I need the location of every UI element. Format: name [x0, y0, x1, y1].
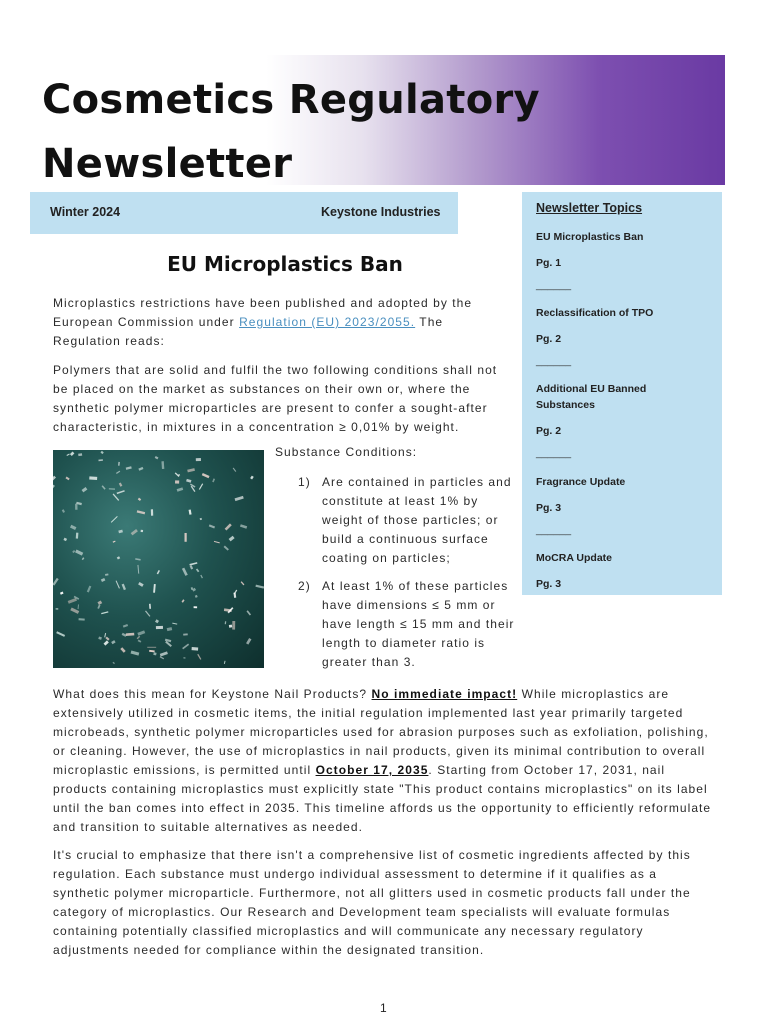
particle	[138, 498, 141, 501]
particle	[225, 523, 232, 530]
particle	[157, 570, 160, 574]
particle	[131, 529, 138, 535]
particle	[189, 510, 192, 515]
particle	[87, 586, 92, 593]
particle	[182, 644, 189, 650]
particle	[137, 630, 145, 635]
particle	[113, 541, 116, 543]
particle	[126, 633, 135, 636]
particle	[175, 480, 179, 483]
particle	[68, 598, 77, 604]
particle	[225, 621, 227, 624]
particle	[155, 619, 159, 623]
particle	[182, 568, 188, 576]
particle	[212, 478, 215, 482]
particle	[235, 496, 244, 501]
condition-number: 1)	[298, 475, 311, 489]
particle	[78, 604, 80, 609]
particle	[79, 618, 85, 620]
particle	[202, 473, 210, 478]
impact-highlight: No immediate impact!	[371, 687, 518, 701]
particle	[72, 550, 75, 553]
particle	[183, 657, 185, 659]
particle	[153, 584, 156, 593]
page-number: 1	[380, 1001, 387, 1015]
particle	[155, 456, 159, 459]
particle	[120, 647, 125, 653]
topic-tpo[interactable]: Reclassification of TPO	[536, 307, 654, 319]
particle	[101, 578, 106, 582]
particle	[190, 483, 195, 487]
particle	[70, 525, 76, 530]
particle	[192, 647, 199, 651]
particle	[116, 471, 120, 474]
particle	[196, 458, 201, 461]
particle	[195, 595, 198, 598]
intro-paragraph: Microplastics restrictions have been published and adopted by the European Commission under Regulation (EU) 2023/2055. The Regulation reads:	[53, 296, 473, 348]
condition-text: Are contained in particles and constitute at least 1% by weight of those particles; or build a continuous surface coating on particles;	[322, 475, 512, 565]
topic-separator: ______	[536, 524, 572, 536]
article-title: EU Microplastics Ban	[167, 252, 403, 276]
particle	[78, 453, 82, 456]
microplastics-photo	[53, 450, 264, 668]
particle	[63, 538, 67, 542]
condition-item	[298, 577, 523, 672]
topics-sidebar	[522, 192, 722, 595]
particle	[62, 509, 65, 513]
conditions-label: Substance Conditions:	[275, 445, 418, 459]
regulation-quote: Polymers that are solid and fulfil the two following conditions shall not be placed on the market as substances on their own or, where the synthetic polymer microparticles are present to confer a sought-after characteristic, in mixtures in a concentration ≥ 0,01% by weight.	[53, 363, 498, 434]
particle	[156, 626, 163, 629]
particle	[149, 650, 155, 652]
particle	[185, 533, 187, 542]
particle	[119, 483, 123, 487]
particle	[190, 565, 194, 569]
particle	[109, 488, 115, 489]
particle	[65, 476, 69, 480]
topic-fragrance[interactable]: Fragrance Update	[536, 476, 626, 488]
condition-number: 2)	[298, 579, 311, 593]
particle	[233, 592, 236, 597]
particle	[209, 524, 215, 528]
particle	[232, 621, 235, 630]
particle	[250, 476, 254, 480]
particle	[246, 638, 251, 645]
particle	[104, 640, 109, 645]
particle	[70, 451, 75, 456]
particle	[165, 641, 172, 647]
particle	[56, 631, 65, 637]
topic-page: Pg. 3	[536, 502, 562, 514]
particle	[75, 504, 77, 510]
topic-mocra[interactable]: MoCRA Update	[536, 552, 613, 564]
particle	[187, 468, 195, 472]
particle	[101, 611, 108, 614]
regulation-link[interactable]: Regulation (EU) 2023/2055.	[239, 315, 416, 329]
particle	[138, 582, 144, 587]
particle	[82, 487, 88, 492]
particle	[82, 557, 85, 560]
particle	[111, 640, 115, 644]
particle	[224, 661, 226, 664]
particle	[118, 462, 120, 466]
particle	[151, 509, 153, 515]
particle	[100, 451, 103, 454]
topic-page: Pg. 2	[536, 425, 562, 437]
particle	[97, 600, 102, 604]
particle	[224, 546, 229, 551]
particle	[197, 654, 201, 660]
topic-separator: ______	[536, 447, 572, 459]
particle	[255, 585, 264, 589]
particle	[75, 549, 83, 555]
particle	[112, 662, 115, 664]
topic-page: Pg. 1	[536, 257, 562, 269]
particle	[240, 524, 247, 529]
particle	[111, 516, 118, 523]
particle	[229, 625, 232, 628]
topic-page: Pg. 2	[536, 333, 562, 345]
particle	[131, 651, 140, 656]
issue-info-bar	[30, 192, 458, 234]
particle	[160, 656, 164, 659]
company-name: Keystone Industries	[321, 205, 441, 219]
particle	[214, 541, 220, 544]
sidebar-title: Newsletter Topics	[536, 201, 643, 215]
particle	[141, 530, 144, 532]
particle	[229, 536, 235, 542]
condition-item	[298, 473, 523, 568]
particle	[60, 592, 64, 595]
particle	[123, 624, 128, 628]
particle	[97, 605, 100, 609]
particle	[189, 562, 197, 566]
particle	[149, 604, 151, 609]
particle	[105, 637, 109, 641]
particle	[200, 518, 202, 520]
particle	[56, 608, 59, 609]
particle	[167, 627, 173, 631]
particle	[122, 584, 126, 590]
particle	[117, 490, 125, 494]
particle	[138, 467, 143, 471]
particle	[104, 633, 106, 638]
particle	[145, 611, 150, 617]
particle	[196, 568, 199, 572]
particle	[186, 479, 191, 483]
particle	[53, 476, 56, 482]
particle	[137, 510, 145, 514]
particle	[98, 459, 103, 461]
particle	[233, 468, 237, 472]
condition-text: At least 1% of these particles have dimensions ≤ 5 mm or have length ≤ 15 mm and their length to diameter ratio is greater than 3.	[322, 579, 515, 669]
particle	[105, 573, 109, 575]
newsletter-title: Cosmetics Regulatory Newsletter	[42, 77, 540, 187]
particle	[98, 636, 102, 639]
topic-banned-substances[interactable]: Additional EU Banned Substances	[536, 383, 647, 411]
particle	[194, 606, 198, 608]
particle	[138, 640, 142, 643]
particle	[53, 485, 55, 489]
particle	[199, 483, 203, 489]
particle	[161, 461, 164, 469]
topic-separator: ______	[536, 355, 572, 367]
particle	[182, 599, 185, 602]
particle	[160, 651, 168, 656]
topic-eu-microplastics[interactable]: EU Microplastics Ban	[536, 231, 644, 243]
particle	[117, 556, 120, 559]
particle	[177, 487, 184, 491]
particle	[137, 636, 141, 640]
particle	[53, 578, 59, 586]
particle	[102, 485, 106, 489]
particle	[153, 652, 156, 655]
particle	[116, 580, 120, 588]
particle	[118, 530, 123, 534]
topic-page: Pg. 3	[536, 578, 562, 590]
particle	[200, 575, 203, 579]
particle	[113, 494, 120, 501]
particle	[183, 633, 188, 635]
closing-paragraph: It's crucial to emphasize that there isn't a comprehensive list of cosmetic ingredients affected by this regulation. Each substance must undergo individual assessment to determine if it qualifies as a synthetic polymer microparticle. Furthermore, not all glitters used in cosmetic products fall under the category of microplastics. Our Research and Development team specialists will evaluate formulas containing potentially classified microplastics and will communicate any necessary regulatory adjustments needed for compliance within the designated transition.	[53, 848, 691, 957]
particle	[137, 565, 139, 574]
particle	[76, 533, 79, 539]
topic-separator: ______	[536, 279, 572, 291]
particle	[241, 581, 245, 585]
particle	[172, 623, 177, 625]
impact-paragraph: What does this mean for Keystone Nail Products? No immediate impact! While microplastics are extensively utilized in cosmetic items, the initial regulation implemented last year primarily targeted microbeads, synthetic polymer microparticles used for abrasion purposes such as exfoliation, polishing, or cleaning. However, the use of microplastics in nail products, given its minimal contribution to overall microplastic emissions, is permitted until October 17, 2035. Starting from October 17, 2031, nail products containing microplastics must explicitly state "This product contains microplastics" on its label until the ban comes into effect in 2035. This timeline affords us the opportunity to efficiently reformulate and transition to suitable alternatives as needed.	[53, 687, 712, 834]
particle	[89, 476, 97, 480]
particle	[135, 558, 141, 560]
particle	[126, 466, 132, 470]
issue-season: Winter 2024	[50, 205, 121, 219]
particle	[246, 610, 251, 615]
particle	[66, 454, 69, 456]
particle	[147, 647, 156, 648]
deadline-highlight: October 17, 2035	[315, 763, 429, 777]
